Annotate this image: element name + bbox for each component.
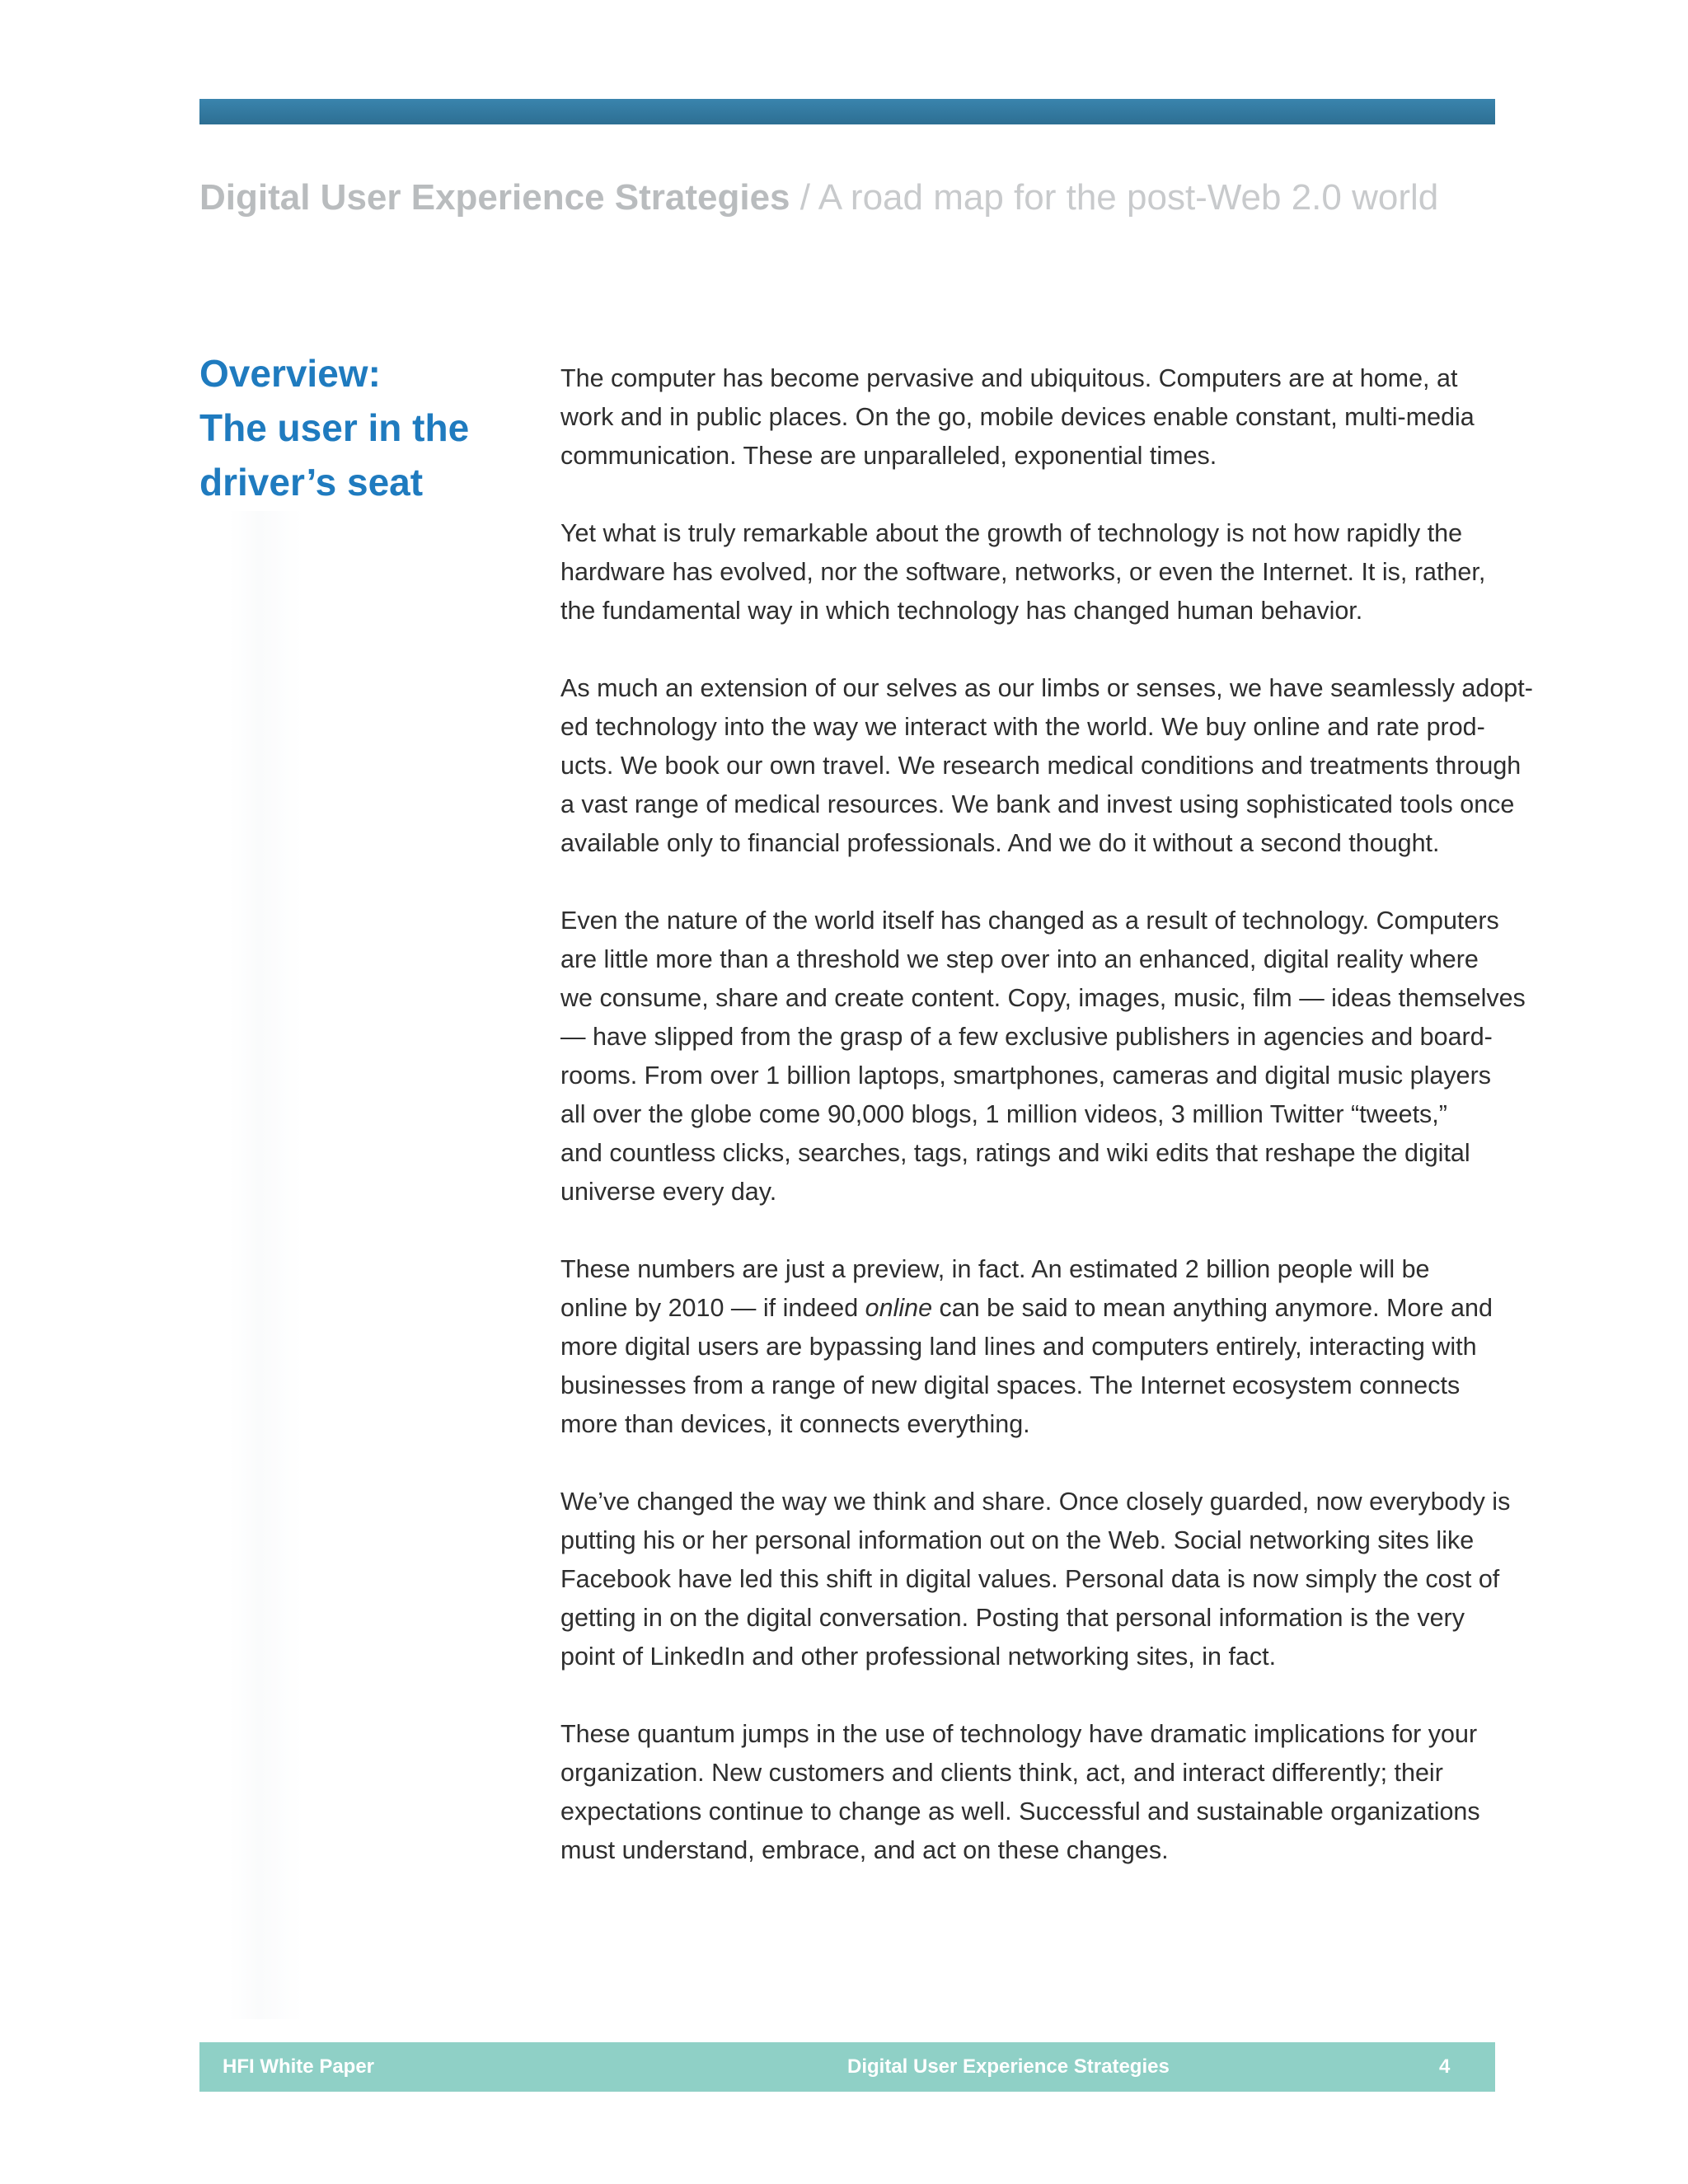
paragraph — [560, 1250, 1495, 1444]
paragraph — [560, 1715, 1495, 1870]
text-line: getting in on the digital conversation. Posting that personal information is the very — [560, 1604, 1465, 1632]
running-header — [199, 173, 1495, 223]
header-separator: / — [790, 177, 818, 218]
section-heading-line: Overview: — [199, 352, 381, 395]
page-number: 4 — [1439, 2055, 1451, 2078]
text-line: available only to financial professionals. And we do it without a second thought. — [560, 829, 1440, 857]
text-line: expectations continue to change as well. Successful and sustainable organizations — [560, 1797, 1480, 1825]
text-line: are little more than a threshold we step over into an enhanced, digital reality where — [560, 945, 1479, 973]
text-line: businesses from a range of new digital spaces. The Internet ecosystem connects — [560, 1371, 1461, 1399]
text-line: Even the nature of the world itself has changed as a result of technology. Computers — [560, 907, 1499, 935]
text-line: we consume, share and create content. Copy, images, music, film — ideas themselves — [560, 984, 1526, 1012]
footer-document-title: Digital User Experience Strategies — [847, 2055, 1170, 2078]
paragraph — [560, 669, 1533, 863]
text-line: and countless clicks, searches, tags, ratings and wiki edits that reshape the digital — [560, 1139, 1470, 1167]
text-line: rooms. From over 1 billion laptops, smartphones, cameras and digital music players — [560, 1062, 1491, 1090]
text-line: putting his or her personal information out on the Web. Social networking sites like — [560, 1526, 1475, 1554]
document-title: Digital User Experience Strategies — [199, 177, 790, 218]
text-line: must understand, embrace, and act on these changes. — [560, 1836, 1169, 1864]
text-line: online by 2010 — if indeed online can be said to mean anything anymore. More and — [560, 1294, 1493, 1322]
paragraph — [560, 514, 1495, 630]
header-rule-bar — [199, 99, 1495, 124]
section-heading-line: driver’s seat — [199, 461, 424, 504]
body-text — [560, 359, 1533, 1909]
paragraph — [560, 1483, 1511, 1676]
text-line: The computer has become pervasive and ubiquitous. Computers are at home, at — [560, 364, 1458, 392]
text-line: point of LinkedIn and other professional networking sites, in fact. — [560, 1643, 1277, 1671]
text-line: ucts. We book our own travel. We research medical conditions and treatments through — [560, 752, 1522, 780]
text-line: all over the globe come 90,000 blogs, 1 million videos, 3 million Twitter “tweets,” — [560, 1100, 1447, 1128]
paragraph — [560, 902, 1526, 1212]
text-line: more digital users are bypassing land lines and computers entirely, interacting with — [560, 1333, 1477, 1361]
text-line: — have slipped from the grasp of a few exclusive publishers in agencies and board- — [560, 1023, 1493, 1051]
text-line: more than devices, it connects everything. — [560, 1410, 1030, 1438]
text-line: organization. New customers and clients think, act, and interact differently; their — [560, 1759, 1443, 1787]
text-line: the fundamental way in which technology has changed human behavior. — [560, 597, 1363, 625]
text-line: We’ve changed the way we think and share. Once closely guarded, now everybody is — [560, 1488, 1511, 1516]
text-line: As much an extension of our selves as our limbs or senses, we have seamlessly adopt- — [560, 674, 1533, 702]
margin-shading — [229, 511, 303, 2019]
paragraph — [560, 359, 1495, 476]
text-line: universe every day. — [560, 1178, 777, 1206]
text-line: Yet what is truly remarkable about the growth of technology is not how rapidly the — [560, 519, 1463, 547]
footer-bar — [199, 2042, 1495, 2092]
document-subtitle: A road map for the post-Web 2.0 world — [818, 177, 1439, 218]
section-heading — [199, 346, 513, 509]
text-line: Facebook have led this shift in digital values. Personal data is now simply the cost of — [560, 1565, 1500, 1593]
text-line: hardware has evolved, nor the software, networks, or even the Internet. It is, rather, — [560, 558, 1486, 586]
text-line: ed technology into the way we interact with the world. We buy online and rate prod- — [560, 713, 1485, 741]
footer-publication-label: HFI White Paper — [223, 2055, 375, 2078]
text-line: These numbers are just a preview, in fact. An estimated 2 billion people will be — [560, 1255, 1430, 1283]
text-line: work and in public places. On the go, mobile devices enable constant, multi-media — [560, 403, 1475, 431]
text-line: communication. These are unparalleled, exponential times. — [560, 442, 1217, 470]
section-heading-line: The user in the — [199, 406, 470, 449]
emphasis-text: online — [865, 1294, 933, 1322]
text-line: These quantum jumps in the use of technology have dramatic implications for your — [560, 1720, 1478, 1748]
text-line: a vast range of medical resources. We bank and invest using sophisticated tools once — [560, 790, 1515, 818]
